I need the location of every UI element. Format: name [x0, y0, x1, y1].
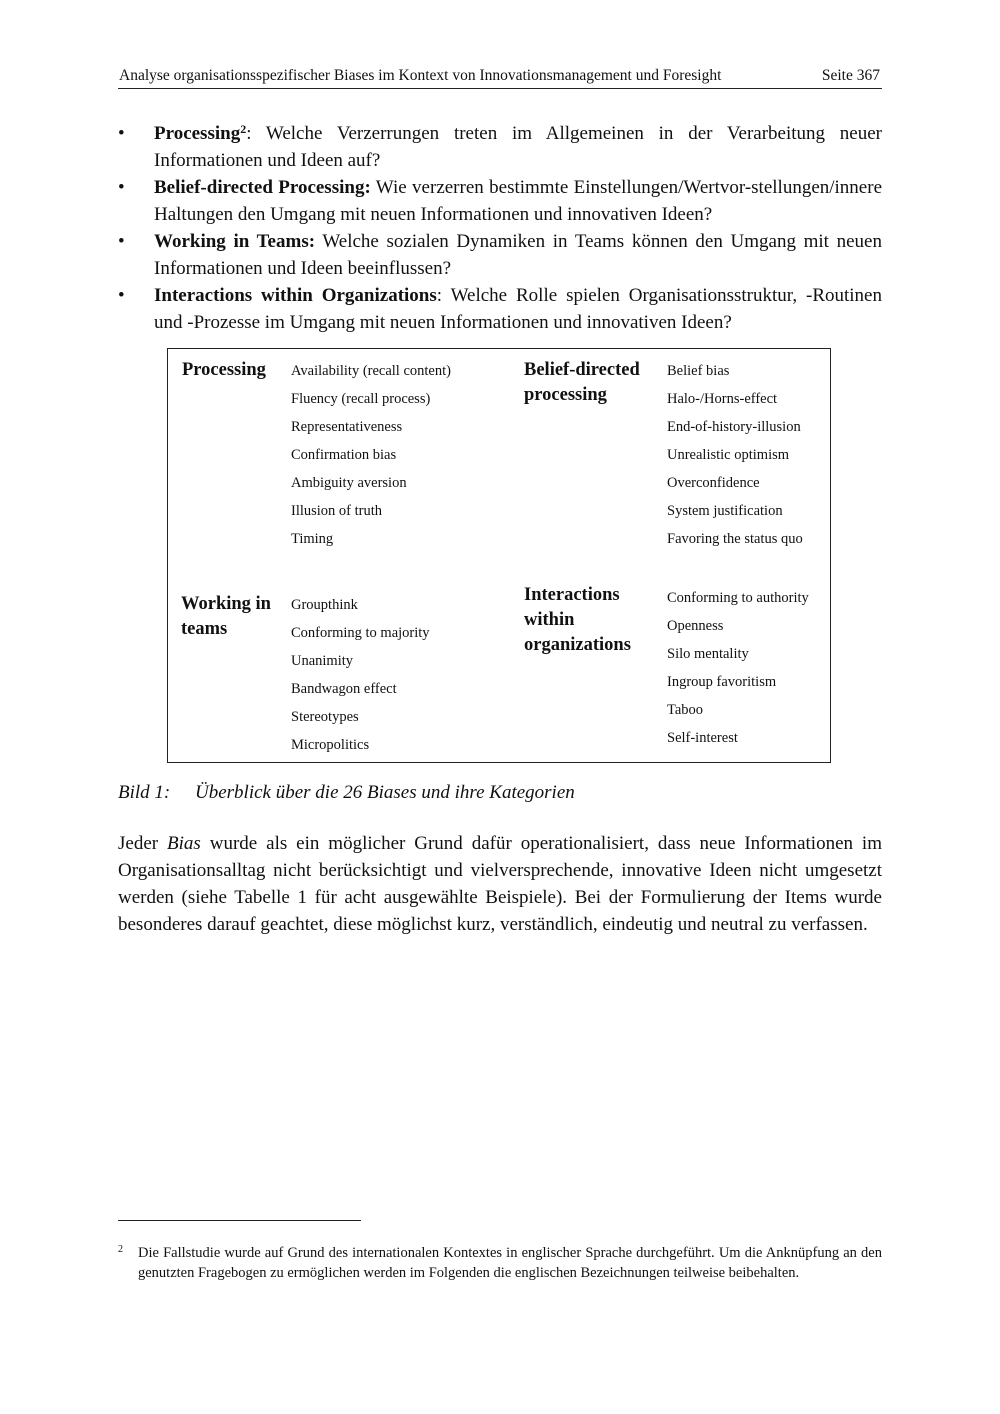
bias-item: End-of-history-illusion [667, 419, 801, 435]
bullet-icon: • [118, 123, 125, 144]
bias-item: Unrealistic optimism [667, 447, 790, 463]
footnote-text: Die Fallstudie wurde auf Grund des internationalen Kontextes in englischer Sprache durchgeführt. Um die Anknüpfung an den genutzten Fragebogen zu ermöglichen werden im Folgenden die englischen Bezeichnungen teilweise beibehalten. [138, 1245, 882, 1281]
bullet-icon: • [118, 177, 125, 198]
bullet-text: Welche Verzerrungen treten im Allgemeinen in der Verarbeitung neuer Informationen und Ideen auf? [154, 123, 882, 171]
footnote-number: 2 [118, 1244, 123, 1255]
footnote-ref[interactable]: 2 [240, 122, 247, 136]
bias-item: Conforming to authority [667, 590, 809, 606]
bias-item: Bandwagon effect [291, 681, 397, 697]
bias-item: Favoring the status quo [667, 531, 803, 547]
footnote [118, 1243, 882, 1283]
bias-item: Unanimity [291, 653, 354, 669]
bullet-term: Interactions within Organizations [154, 285, 437, 306]
caption-number: Bild 1: [118, 782, 171, 803]
bullet-text: Welche Rolle spielen Organisationsstruktur, -Routinen und -Prozesse im Umgang mit neuen Informationen und innovativen Ideen? [154, 285, 882, 333]
bias-item: Groupthink [291, 597, 358, 613]
bullet-term: Belief-directed Processing: [154, 177, 371, 198]
bullet-text: Wie verzerren bestimmte Einstellungen/Wertvor-stellungen/innere Haltungen den Umgang mit neuen Informationen und innovativen Ideen? [154, 177, 882, 225]
figure-caption [118, 782, 575, 804]
bias-item: Silo mentality [667, 646, 749, 662]
bullet-item-interactions: • Interactions within Organizations: Welche Rolle spielen Organisationsstruktur, -Routinen und -Prozesse im Umgang mit neuen Informationen und innovativen Ideen? [118, 282, 882, 336]
category-interactions: Interactions within organizations [524, 585, 631, 655]
bias-item: Self-interest [667, 730, 738, 746]
bias-item: Halo-/Horns-effect [667, 391, 778, 407]
bullet-icon: • [118, 231, 125, 252]
bias-item: Timing [291, 531, 334, 547]
bias-item: Belief bias [667, 363, 730, 379]
bias-item: Confirmation bias [291, 447, 397, 463]
bias-item: System justification [667, 503, 783, 519]
orgs-bias-list [667, 584, 809, 752]
category-working-in-teams: Working in teams [181, 594, 271, 639]
bias-item: Ambiguity aversion [291, 475, 407, 491]
header-title: Analyse organisationsspezifischer Biases im Kontext von Innovationsmanagement und Foresight [119, 67, 722, 84]
bias-item: Ingroup favoritism [667, 674, 777, 690]
belief-bias-list [667, 357, 803, 553]
caption-text: Überblick über die 26 Biases und ihre Kategorien [195, 782, 575, 803]
category-belief-directed: Belief-directed processing [524, 360, 640, 405]
bias-item: Conforming to majority [291, 625, 430, 641]
bullet-item-working-in-teams [118, 228, 882, 282]
bias-item: Micropolitics [291, 737, 370, 753]
bias-item: Stereotypes [291, 709, 359, 725]
body-paragraph: Jeder Bias wurde als ein möglicher Grund dafür operationalisiert, dass neue Informationen im Organisationsalltag nicht berücksichtigt und vielversprechende, innovative Ideen nicht umgesetzt werden (siehe Tabelle 1 für acht ausgewählte Beispiele). Bei der Formulierung der Items wurde besonderes darauf geachtet, diese möglichst kurz, verständlich, eindeutig und neutral zu verfassen. [118, 833, 882, 935]
processing-bias-list [291, 357, 451, 553]
category-bullet-list [118, 120, 882, 336]
category-processing: Processing [182, 360, 266, 380]
bullet-icon: • [118, 285, 125, 306]
bias-item: Overconfidence [667, 475, 760, 491]
bias-item: Openness [667, 618, 724, 634]
bullet-item-belief-directed [118, 174, 882, 228]
footnote-divider [118, 1220, 361, 1221]
bias-overview-figure [167, 348, 831, 763]
bias-item: Representativeness [291, 419, 403, 435]
bullet-item-processing: • Processing$^2$: Welche Verzerrungen treten im Allgemeinen in der Verarbeitung neuer Informationen und Ideen auf? [118, 122, 882, 171]
teams-bias-list [291, 591, 430, 759]
bullet-text: Welche sozialen Dynamiken in Teams können den Umgang mit neuen Informationen und Ideen beeinflussen? [154, 231, 882, 279]
running-header [118, 66, 882, 89]
bias-item: Fluency (recall process) [291, 391, 431, 407]
emphasis-bias: Bias [167, 833, 201, 854]
page-number: Seite 367 [821, 67, 880, 84]
bullet-term: Processing [154, 123, 241, 144]
bias-item: Illusion of truth [291, 503, 383, 519]
bias-item: Availability (recall content) [291, 363, 451, 379]
bias-item: Taboo [667, 702, 704, 718]
bullet-term: Working in Teams: [154, 231, 316, 252]
